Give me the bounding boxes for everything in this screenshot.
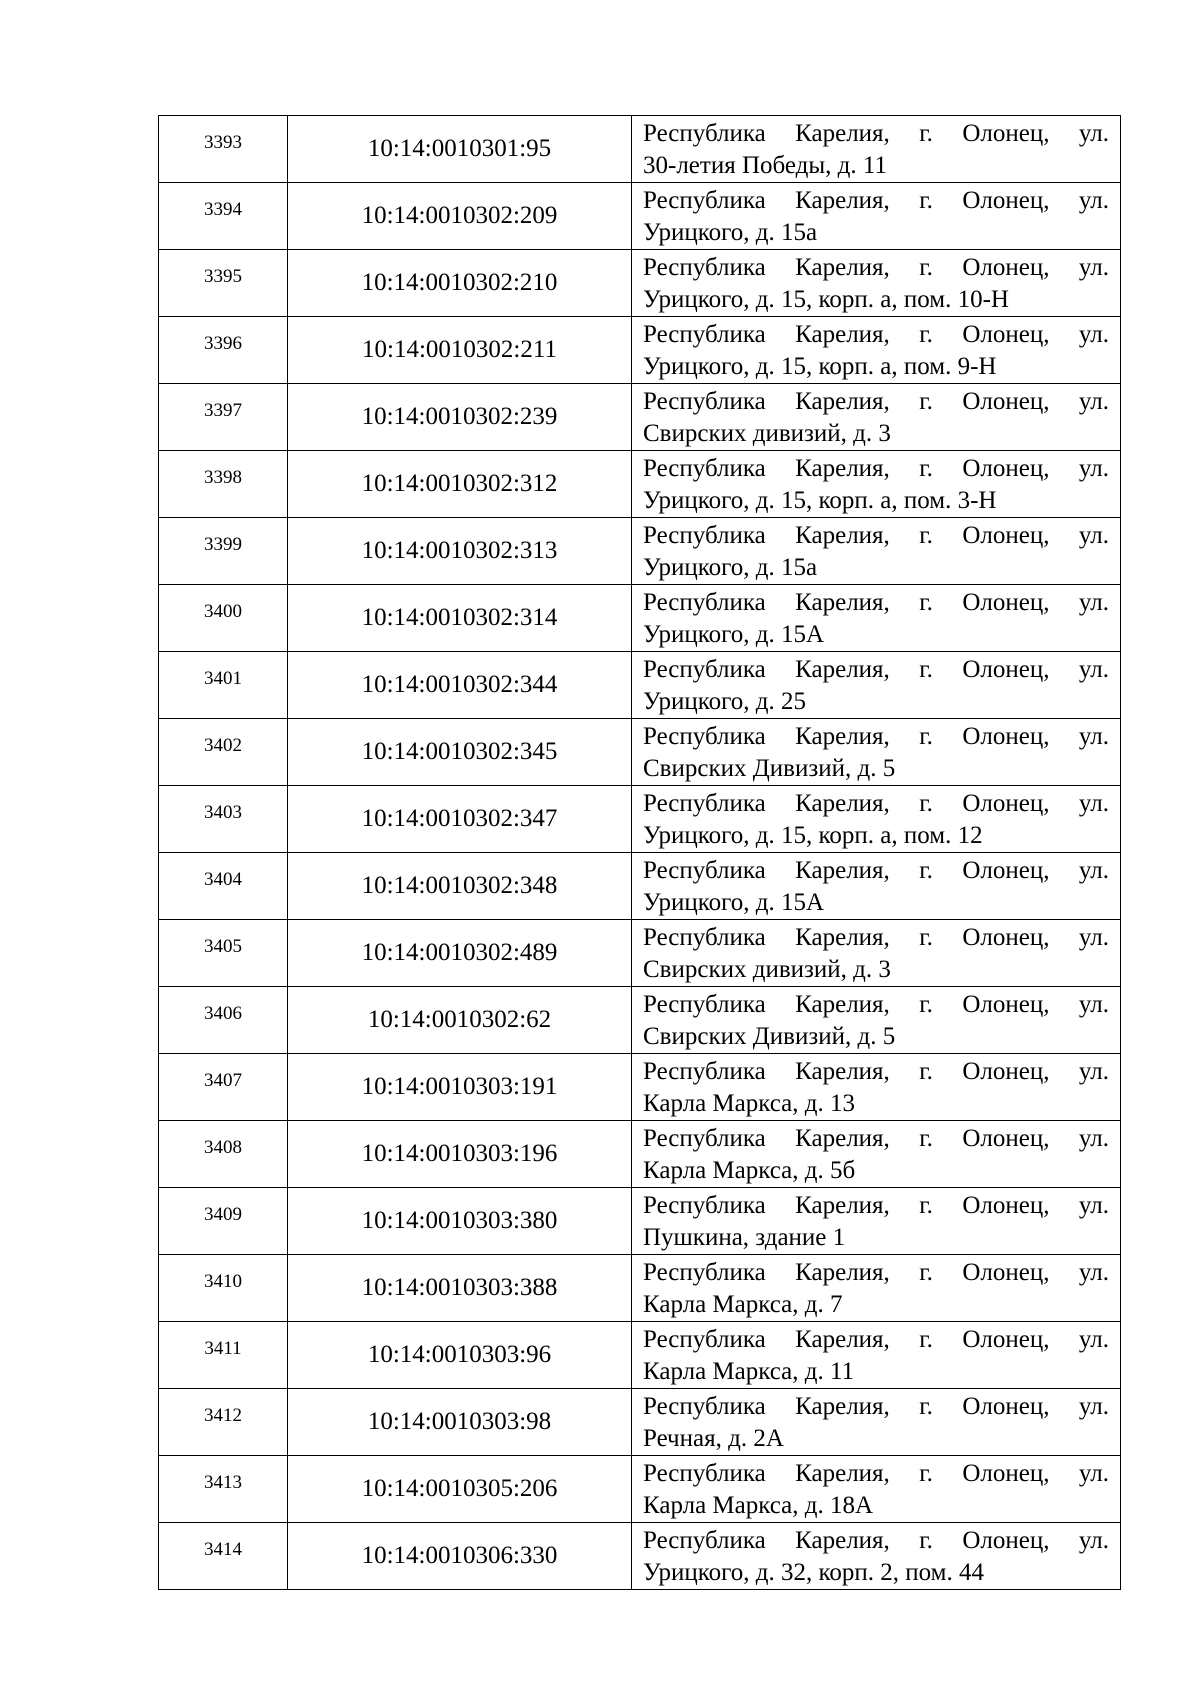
cadastral-number: 10:14:0010302:62 <box>288 987 632 1054</box>
row-number: 3393 <box>159 116 288 183</box>
row-number: 3409 <box>159 1188 288 1255</box>
table-row <box>159 853 1121 920</box>
row-number: 3399 <box>159 518 288 585</box>
address-cell <box>632 1389 1121 1456</box>
address-line-2: 30-летия Победы, д. 11 <box>643 152 887 179</box>
table-row <box>159 384 1121 451</box>
address-line-2: Урицкого, д. 15, корп. а, пом. 3-Н <box>643 487 997 514</box>
cadastral-number: 10:14:0010301:95 <box>288 116 632 183</box>
cadastral-number: 10:14:0010303:380 <box>288 1188 632 1255</box>
address-cell <box>632 1121 1121 1188</box>
address-line-1: Республика Карелия, г. Олонец, ул. <box>643 321 1109 348</box>
cadastral-number: 10:14:0010303:196 <box>288 1121 632 1188</box>
address-line-2: Урицкого, д. 15А <box>643 621 825 648</box>
address-cell <box>632 384 1121 451</box>
row-number: 3398 <box>159 451 288 518</box>
cadastral-number: 10:14:0010302:344 <box>288 652 632 719</box>
row-number: 3412 <box>159 1389 288 1456</box>
address-line-1: Республика Карелия, г. Олонец, ул. <box>643 1527 1109 1554</box>
table-row <box>159 1054 1121 1121</box>
address-cell <box>632 1322 1121 1389</box>
address-line-1: Республика Карелия, г. Олонец, ул. <box>643 1058 1109 1085</box>
cadastral-number: 10:14:0010302:312 <box>288 451 632 518</box>
table-row <box>159 1121 1121 1188</box>
address-line-2: Свирских дивизий, д. 3 <box>643 956 891 983</box>
table-row <box>159 585 1121 652</box>
cadastral-number: 10:14:0010302:210 <box>288 250 632 317</box>
address-cell <box>632 317 1121 384</box>
address-line-1: Республика Карелия, г. Олонец, ул. <box>643 1125 1109 1152</box>
address-line-1: Республика Карелия, г. Олонец, ул. <box>643 1259 1109 1286</box>
table-row <box>159 183 1121 250</box>
property-table-body <box>159 116 1121 1590</box>
address-cell <box>632 116 1121 183</box>
address-line-1: Республика Карелия, г. Олонец, ул. <box>643 723 1109 750</box>
table-row <box>159 451 1121 518</box>
cadastral-number: 10:14:0010305:206 <box>288 1456 632 1523</box>
table-row <box>159 920 1121 987</box>
table-row <box>159 1188 1121 1255</box>
cadastral-number: 10:14:0010302:348 <box>288 853 632 920</box>
address-line-2: Карла Маркса, д. 7 <box>643 1291 843 1318</box>
address-line-1: Республика Карелия, г. Олонец, ул. <box>643 187 1109 214</box>
row-number: 3413 <box>159 1456 288 1523</box>
address-line-2: Карла Маркса, д. 13 <box>643 1090 855 1117</box>
address-line-1: Республика Карелия, г. Олонец, ул. <box>643 522 1109 549</box>
table-row <box>159 1389 1121 1456</box>
cadastral-number: 10:14:0010302:489 <box>288 920 632 987</box>
address-cell <box>632 1523 1121 1590</box>
address-cell <box>632 585 1121 652</box>
row-number: 3396 <box>159 317 288 384</box>
row-number: 3404 <box>159 853 288 920</box>
row-number: 3394 <box>159 183 288 250</box>
address-line-1: Республика Карелия, г. Олонец, ул. <box>643 254 1109 281</box>
address-line-2: Урицкого, д. 15, корп. а, пом. 12 <box>643 822 983 849</box>
table-row <box>159 518 1121 585</box>
cadastral-number: 10:14:0010306:330 <box>288 1523 632 1590</box>
row-number: 3395 <box>159 250 288 317</box>
address-line-2: Урицкого, д. 15а <box>643 554 818 581</box>
table-row <box>159 317 1121 384</box>
address-cell <box>632 518 1121 585</box>
address-cell <box>632 853 1121 920</box>
address-cell <box>632 1255 1121 1322</box>
address-line-2: Урицкого, д. 15, корп. а, пом. 9-Н <box>643 353 997 380</box>
row-number: 3403 <box>159 786 288 853</box>
address-cell <box>632 987 1121 1054</box>
address-line-2: Карла Маркса, д. 11 <box>643 1358 855 1385</box>
cadastral-number: 10:14:0010303:191 <box>288 1054 632 1121</box>
table-row <box>159 786 1121 853</box>
address-line-2: Карла Маркса, д. 18А <box>643 1492 874 1519</box>
address-line-2: Свирских Дивизий, д. 5 <box>643 1023 896 1050</box>
row-number: 3400 <box>159 585 288 652</box>
address-line-2: Свирских Дивизий, д. 5 <box>643 755 896 782</box>
row-number: 3414 <box>159 1523 288 1590</box>
address-line-1: Республика Карелия, г. Олонец, ул. <box>643 857 1109 884</box>
cadastral-number: 10:14:0010302:345 <box>288 719 632 786</box>
address-line-2: Пушкина, здание 1 <box>643 1224 846 1251</box>
address-line-1: Республика Карелия, г. Олонец, ул. <box>643 790 1109 817</box>
address-cell <box>632 652 1121 719</box>
cadastral-number: 10:14:0010302:313 <box>288 518 632 585</box>
cadastral-number: 10:14:0010302:347 <box>288 786 632 853</box>
row-number: 3411 <box>159 1322 288 1389</box>
row-number: 3401 <box>159 652 288 719</box>
address-line-1: Республика Карелия, г. Олонец, ул. <box>643 656 1109 683</box>
address-cell <box>632 920 1121 987</box>
table-row <box>159 116 1121 183</box>
address-line-2: Урицкого, д. 15а <box>643 219 818 246</box>
row-number: 3408 <box>159 1121 288 1188</box>
address-line-2: Урицкого, д. 32, корп. 2, пом. 44 <box>643 1559 984 1586</box>
address-cell <box>632 719 1121 786</box>
address-line-1: Республика Карелия, г. Олонец, ул. <box>643 1393 1109 1420</box>
cadastral-number: 10:14:0010302:239 <box>288 384 632 451</box>
cadastral-number: 10:14:0010302:209 <box>288 183 632 250</box>
table-row <box>159 250 1121 317</box>
address-line-1: Республика Карелия, г. Олонец, ул. <box>643 991 1109 1018</box>
cadastral-number: 10:14:0010303:96 <box>288 1322 632 1389</box>
address-line-1: Республика Карелия, г. Олонец, ул. <box>643 589 1109 616</box>
table-row <box>159 1523 1121 1590</box>
table-row <box>159 719 1121 786</box>
cadastral-number: 10:14:0010303:388 <box>288 1255 632 1322</box>
address-cell <box>632 786 1121 853</box>
cadastral-number: 10:14:0010302:211 <box>288 317 632 384</box>
address-line-2: Свирских дивизий, д. 3 <box>643 420 891 447</box>
address-line-1: Республика Карелия, г. Олонец, ул. <box>643 1192 1109 1219</box>
address-cell <box>632 1188 1121 1255</box>
row-number: 3397 <box>159 384 288 451</box>
table-row <box>159 1322 1121 1389</box>
table-row <box>159 1456 1121 1523</box>
table-row <box>159 652 1121 719</box>
row-number: 3406 <box>159 987 288 1054</box>
address-line-2: Урицкого, д. 15, корп. а, пом. 10-Н <box>643 286 1009 313</box>
row-number: 3405 <box>159 920 288 987</box>
address-cell <box>632 250 1121 317</box>
address-line-1: Республика Карелия, г. Олонец, ул. <box>643 1326 1109 1353</box>
row-number: 3402 <box>159 719 288 786</box>
address-line-1: Республика Карелия, г. Олонец, ул. <box>643 455 1109 482</box>
row-number: 3410 <box>159 1255 288 1322</box>
address-line-2: Речная, д. 2А <box>643 1425 784 1452</box>
address-cell <box>632 1054 1121 1121</box>
row-number: 3407 <box>159 1054 288 1121</box>
address-line-1: Республика Карелия, г. Олонец, ул. <box>643 388 1109 415</box>
address-line-2: Урицкого, д. 15А <box>643 889 825 916</box>
address-cell <box>632 183 1121 250</box>
address-line-2: Карла Маркса, д. 5б <box>643 1157 856 1184</box>
table-row <box>159 1255 1121 1322</box>
cadastral-number: 10:14:0010303:98 <box>288 1389 632 1456</box>
address-cell <box>632 1456 1121 1523</box>
cadastral-number: 10:14:0010302:314 <box>288 585 632 652</box>
address-cell <box>632 451 1121 518</box>
address-line-1: Республика Карелия, г. Олонец, ул. <box>643 1460 1109 1487</box>
address-line-2: Урицкого, д. 25 <box>643 688 806 715</box>
property-table <box>158 115 1121 1590</box>
table-row <box>159 987 1121 1054</box>
address-line-1: Республика Карелия, г. Олонец, ул. <box>643 924 1109 951</box>
address-line-1: Республика Карелия, г. Олонец, ул. <box>643 120 1109 147</box>
